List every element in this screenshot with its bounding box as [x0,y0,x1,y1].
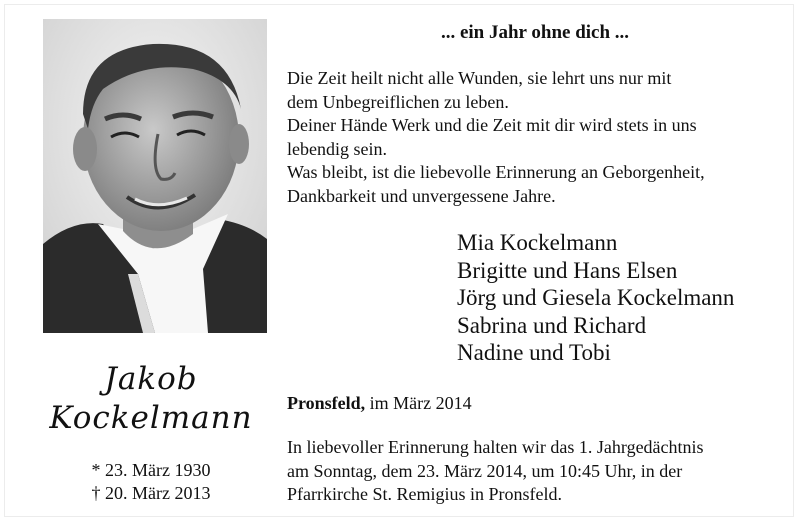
mourner-name: Sabrina und Richard [457,312,647,338]
mourner-name: Jörg und Giesela Kockelmann [457,285,735,310]
mourner-name: Nadine und Tobi [457,340,611,365]
place-town: Pronsfeld, [287,393,366,413]
memorial-notice [287,436,783,507]
deceased-last-name: Kockelmann [49,400,253,436]
poem-line: Deiner Hände Werk und die Zeit mit dir wird stets in uns [287,115,697,135]
poem-line: Die Zeit heilt nicht alle Wunden, sie lehrt uns nur mit [287,68,672,88]
notice-line: Pfarrkirche St. Remigius in Pronsfeld. [287,484,562,504]
poem-line: Dankbarkeit und unvergessene Jahre. [287,185,556,206]
death-date: † 20. März 2013 [91,483,211,503]
portrait-illustration [43,19,267,333]
place-and-date [287,393,472,414]
obituary-notice [4,4,794,517]
place-date: im März 2014 [369,393,472,413]
notice-line: am Sonntag, dem 23. März 2014, um 10:45 Uhr, in der [287,460,683,481]
headline: ... ein Jahr ohne dich ... [440,22,630,43]
mourner-name: Mia Kockelmann [457,230,618,255]
poem-line: Was bleibt, ist die liebevolle Erinnerung an Geborgenheit, [287,162,705,182]
poem-line: dem Unbegreiflichen zu leben. [287,91,509,112]
poem-text [287,67,783,208]
mourners-list [457,229,734,367]
birth-date: * 23. März 1930 [91,460,211,480]
poem-line: lebendig sein. [287,138,387,159]
portrait-photo [43,19,267,333]
notice-line: In liebevoller Erinnerung halten wir das 1. Jahrgedächtnis [287,437,704,457]
deceased-first-name: Jakob [104,361,198,397]
mourner-name: Brigitte und Hans Elsen [457,257,678,283]
